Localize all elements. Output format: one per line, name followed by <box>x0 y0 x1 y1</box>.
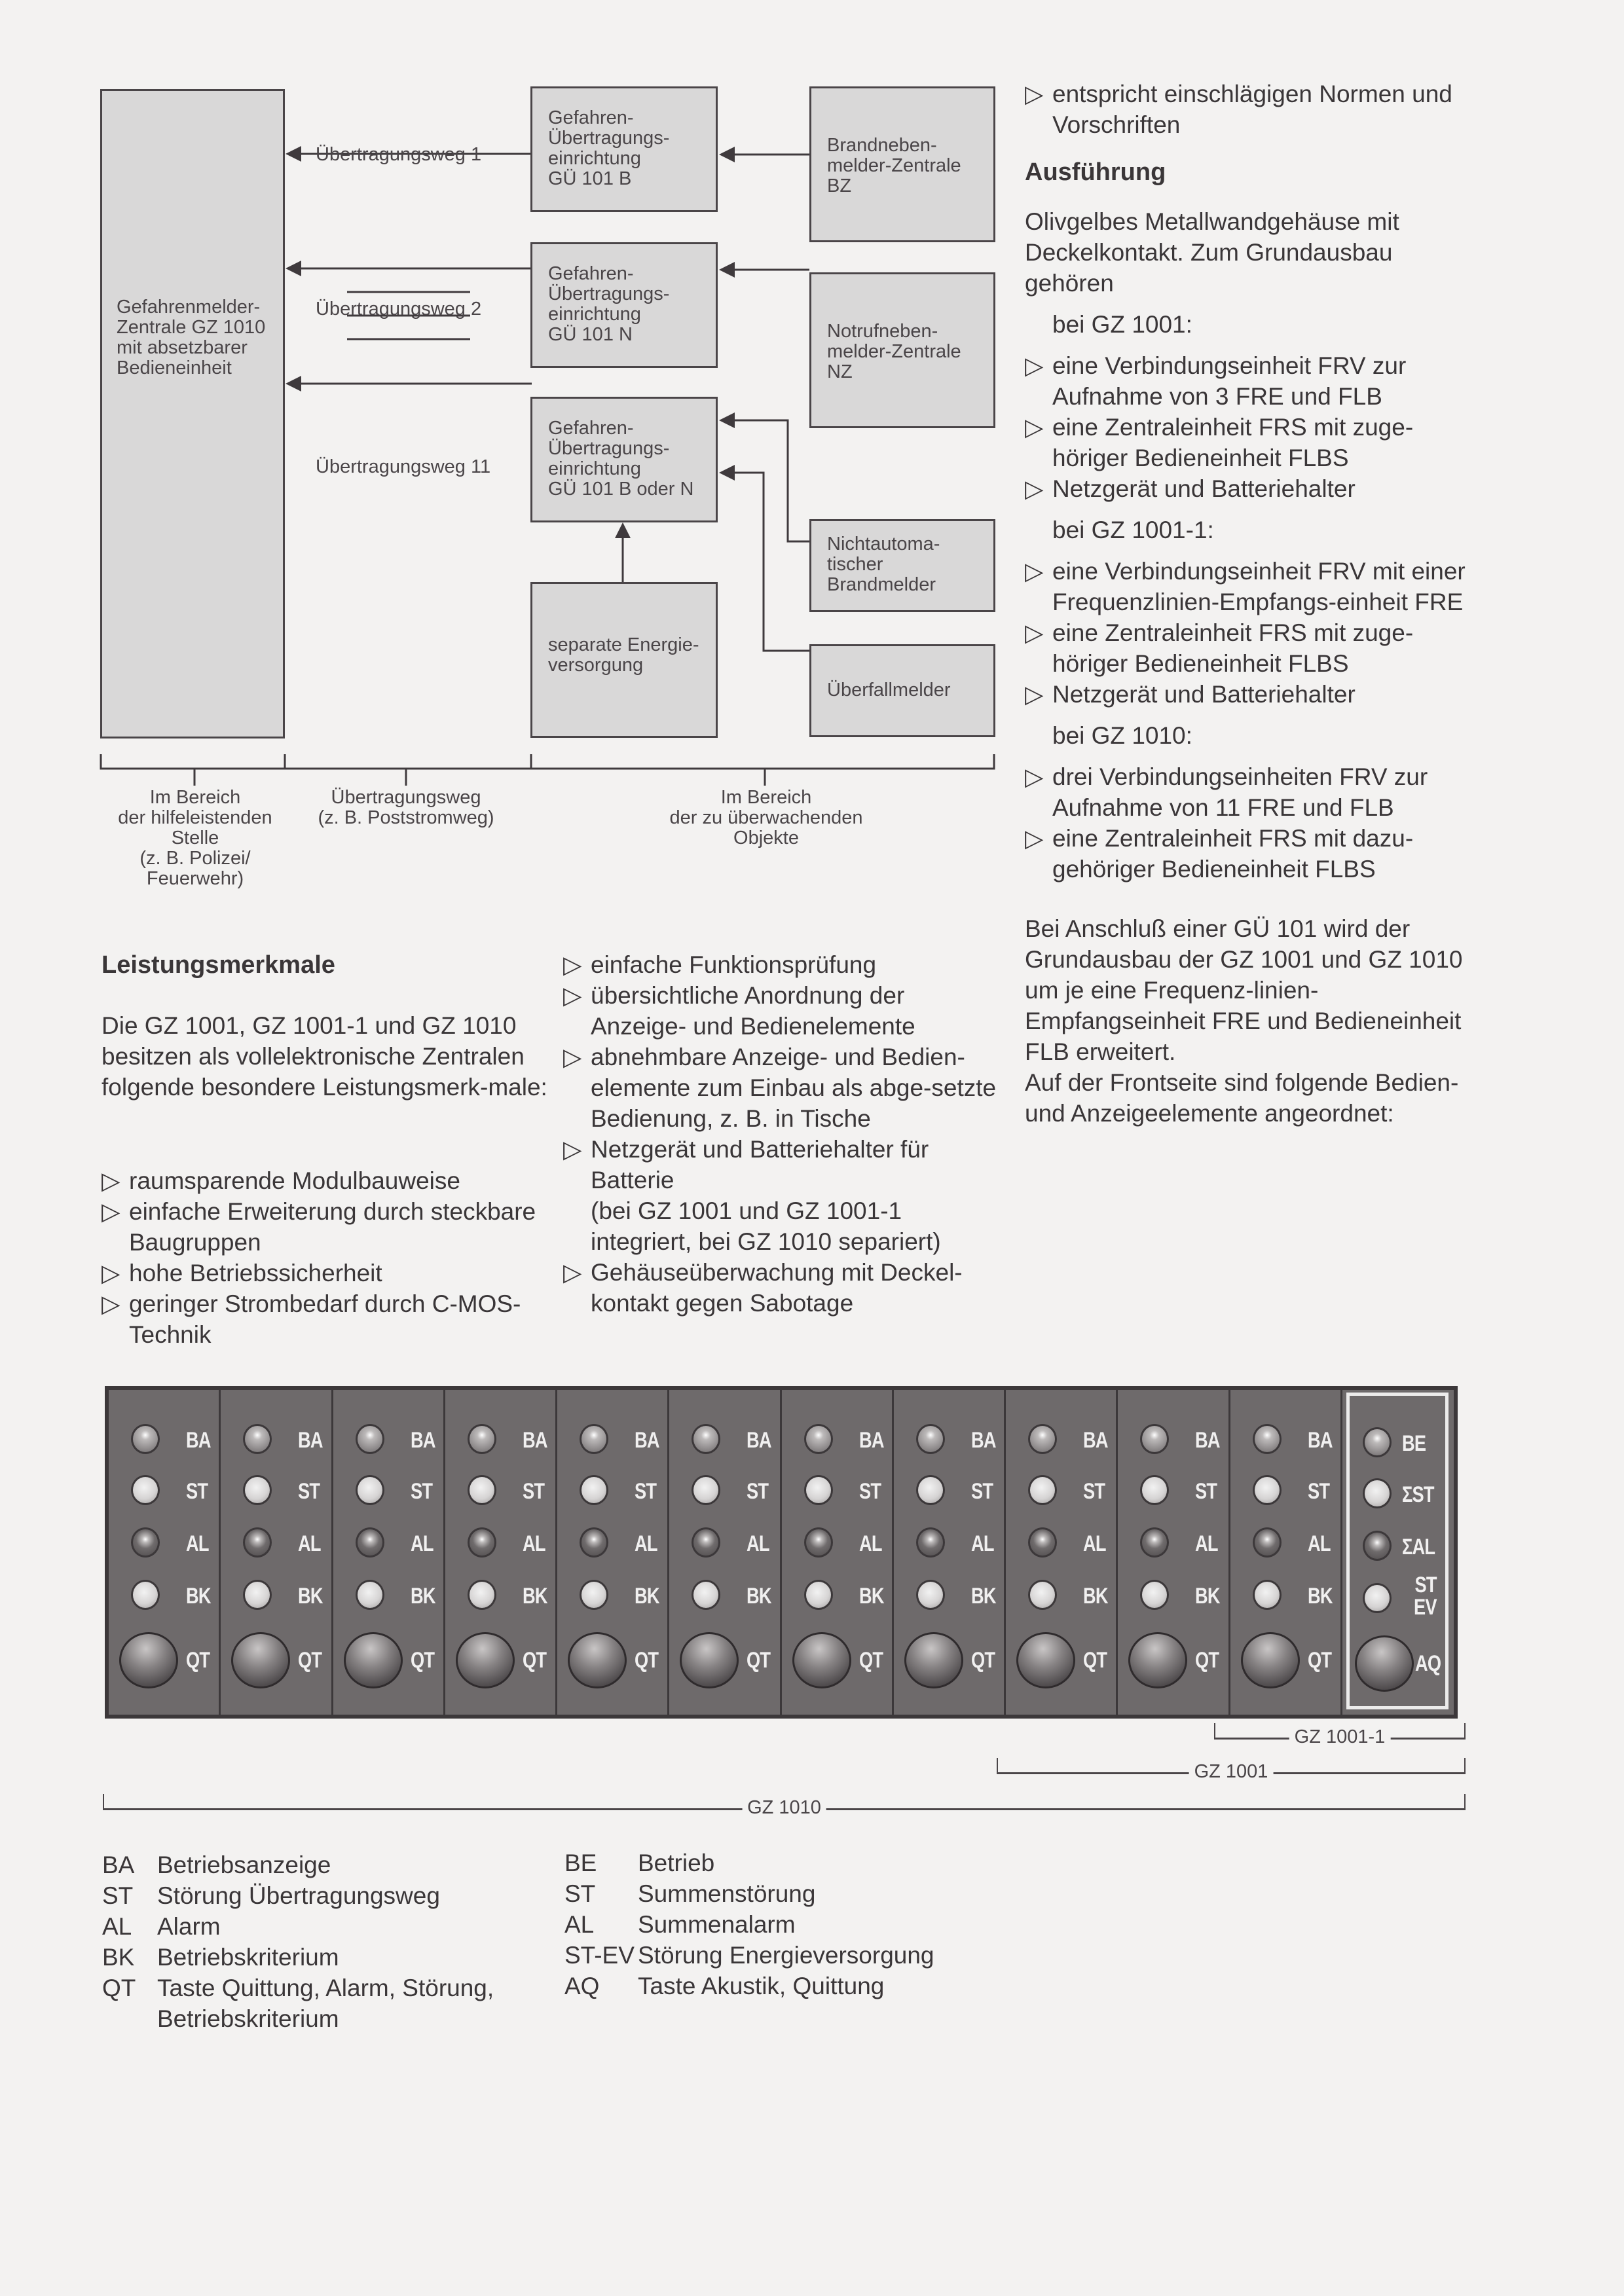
indicator-led-ba <box>131 1424 160 1454</box>
legend-code: ST-EV <box>564 1942 635 1969</box>
system-code-label: AQ <box>1415 1651 1441 1676</box>
gu-box-1 <box>530 86 718 212</box>
brandmelder-box <box>809 519 995 612</box>
code-label: ST <box>298 1479 320 1504</box>
leistung-bullets-left <box>101 1165 560 1350</box>
triangle-bullet-icon: ▷ <box>1025 475 1044 502</box>
legend-code: BE <box>564 1850 597 1876</box>
code-label: BA <box>1083 1428 1108 1453</box>
ausfuehrung-intro: Olivgelbes Metallwandgehäuse mit Deckelkontakt. Zum Grundausbau gehören <box>1025 208 1399 297</box>
code-label: ST <box>1307 1479 1329 1504</box>
bullet-item: ▷ Netzgerät und Batteriehalter <box>1025 473 1470 504</box>
bullet-item: ▷ drei Verbindungseinheiten FRV zur Aufnahme von 11 FRE und FLB <box>1025 761 1470 823</box>
legend-row <box>102 1911 494 1942</box>
code-label: BA <box>635 1428 659 1453</box>
group-label-gz1001: bei GZ 1001: <box>1052 311 1192 338</box>
code-label: AL <box>635 1531 657 1556</box>
gu-label: Gefahren- Übertragungs- einrichtung GÜ 101 B oder N <box>548 418 694 500</box>
code-label: ST <box>747 1479 769 1504</box>
code-label: BK <box>635 1584 659 1609</box>
system-code-label: ΣST <box>1402 1482 1434 1507</box>
line-module <box>221 1390 333 1715</box>
indicator-led-bk <box>1140 1580 1169 1610</box>
code-label: BA <box>747 1428 772 1453</box>
code-label: QT <box>1307 1648 1331 1673</box>
legend-code: BK <box>102 1944 135 1971</box>
bullet-item: ▷ eine Zentraleinheit FRS mit zuge-höriger Bedieneinheit FLBS <box>1025 412 1470 473</box>
arrow-left-icon <box>719 412 735 428</box>
code-label: QT <box>522 1648 546 1673</box>
energy-box <box>530 582 718 738</box>
code-label: BK <box>1307 1584 1333 1609</box>
code-label: ST <box>858 1479 881 1504</box>
zone-label-objects: Im Bereich der zu überwachenden Objekte <box>669 787 863 848</box>
bullet-item: ▷ entspricht einschlägigen Normen und Vorschriften <box>1025 79 1470 140</box>
source-label: Notrufneben- melder-Zentrale NZ <box>827 321 961 382</box>
legend-row <box>102 1850 494 1880</box>
legend-text: Störung Energieversorgung <box>638 1942 934 1969</box>
notruf-box <box>809 272 995 428</box>
code-label: AL <box>186 1531 209 1556</box>
line-module <box>109 1390 221 1715</box>
triangle-bullet-icon: ▷ <box>101 1290 120 1317</box>
indicator-led-bk <box>131 1580 160 1610</box>
indicator-led-bk <box>468 1580 496 1610</box>
code-label: BK <box>1195 1584 1221 1609</box>
source-label: Überfallmelder <box>827 680 951 701</box>
legend-left <box>102 1850 494 2034</box>
acknowledge-button[interactable] <box>904 1632 963 1688</box>
range-gz1001-1: GZ 1001-1 <box>1214 1723 1466 1740</box>
indicator-led-al <box>243 1527 272 1558</box>
path-label-11: Übertragungsweg 11 <box>316 456 491 477</box>
system-indicator-led <box>1363 1531 1392 1561</box>
bullet-item: ▷ einfache Funktionsprüfung <box>563 949 1002 980</box>
line-module <box>782 1390 894 1715</box>
acknowledge-button[interactable] <box>119 1632 178 1688</box>
indicator-led-al <box>692 1527 720 1558</box>
code-label: AL <box>298 1531 321 1556</box>
triangle-bullet-icon: ▷ <box>1025 763 1044 790</box>
bullet-item: ▷ hohe Betriebssicherheit <box>101 1258 560 1288</box>
code-label: QT <box>635 1648 659 1673</box>
legend-text: Summenalarm <box>638 1911 796 1938</box>
acknowledge-button[interactable] <box>344 1632 403 1688</box>
legend-code: QT <box>102 1975 136 2001</box>
indicator-led-ba <box>356 1424 384 1454</box>
system-indicator-led <box>1363 1583 1392 1613</box>
arrow-left-icon <box>719 262 735 278</box>
acknowledge-button[interactable] <box>792 1632 851 1688</box>
ausfuehrung-heading: Ausführung <box>1025 158 1166 186</box>
indicator-led-bk <box>1253 1580 1282 1610</box>
indicator-led-st <box>1140 1475 1169 1505</box>
acknowledge-button[interactable] <box>568 1632 627 1688</box>
code-label: AL <box>858 1531 882 1556</box>
source-label: Nichtautoma- tischer Brandmelder <box>827 534 940 595</box>
code-label: BK <box>186 1584 211 1609</box>
code-label: ST <box>186 1479 208 1504</box>
bullet-item: ▷ raumsparende Modulbauweise <box>101 1165 560 1196</box>
indicator-led-ba <box>916 1424 945 1454</box>
gu-label: Gefahren- Übertragungs- einrichtung GÜ 101 B <box>548 107 670 189</box>
legend-code: AQ <box>564 1973 600 1999</box>
line-module <box>333 1390 445 1715</box>
arrow-left-icon <box>286 146 301 162</box>
system-code-label: ST EV <box>1414 1573 1437 1620</box>
bullet-item: ▷ eine Verbindungseinheit FRV zur Aufnahme von 3 FRE und FLB <box>1025 350 1470 412</box>
indicator-led-al <box>356 1527 384 1558</box>
indicator-led-ba <box>243 1424 272 1454</box>
legend-row <box>564 1971 934 2001</box>
code-label: AL <box>522 1531 545 1556</box>
triangle-bullet-icon: ▷ <box>1025 352 1044 379</box>
legend-row <box>564 1909 934 1940</box>
legend-row <box>564 1940 934 1971</box>
line-module <box>1230 1390 1342 1715</box>
gu-box-11 <box>530 397 718 522</box>
indicator-led-st <box>1028 1475 1057 1505</box>
legend-row <box>102 1973 494 2034</box>
acoustic-ack-button[interactable] <box>1355 1635 1414 1692</box>
indicator-led-st <box>804 1475 833 1505</box>
indicator-led-al <box>804 1527 833 1558</box>
indicator-led-st <box>1253 1475 1282 1505</box>
line-module <box>669 1390 781 1715</box>
legend-row <box>564 1878 934 1909</box>
indicator-led-bk <box>804 1580 833 1610</box>
legend-text: Betrieb <box>638 1850 715 1876</box>
code-label: BK <box>970 1584 996 1609</box>
bullet-item: ▷ eine Zentraleinheit FRS mit dazu-gehöriger Bedieneinheit FLBS <box>1025 823 1470 884</box>
zone-label-helper: Im Bereich der hilfeleistenden Stelle (z. B. Polizei/ Feuerwehr) <box>118 787 272 889</box>
code-label: QT <box>1083 1648 1107 1673</box>
energy-label: separate Energie- versorgung <box>548 634 699 676</box>
arrow-left-icon <box>719 147 735 162</box>
system-code-label: BE <box>1402 1431 1426 1456</box>
triangle-bullet-icon: ▷ <box>1025 558 1044 585</box>
gu-label: Gefahren- Übertragungs- einrichtung GÜ 101 N <box>548 263 670 345</box>
line-module <box>445 1390 557 1715</box>
legend-row <box>102 1880 494 1911</box>
central-unit-box <box>100 89 285 738</box>
code-label: BA <box>410 1428 435 1453</box>
code-label: AL <box>970 1531 994 1556</box>
indicator-led-bk <box>243 1580 272 1610</box>
bullet-item: ▷ eine Zentraleinheit FRS mit zuge-höriger Bedieneinheit FLBS <box>1025 617 1470 679</box>
legend-row <box>564 1848 934 1878</box>
legend-code: AL <box>564 1911 595 1938</box>
legend-code: BA <box>102 1851 135 1878</box>
code-label: AL <box>1307 1531 1331 1556</box>
indicator-led-bk <box>580 1580 608 1610</box>
indicator-led-bk <box>356 1580 384 1610</box>
code-label: BA <box>298 1428 323 1453</box>
triangle-bullet-icon: ▷ <box>563 1136 582 1163</box>
leistung-bullets-mid <box>563 949 1002 1319</box>
code-label: QT <box>186 1648 210 1673</box>
right-column <box>1025 79 1470 1129</box>
code-label: BA <box>858 1428 884 1453</box>
triangle-bullet-icon: ▷ <box>563 982 582 1009</box>
legend-text: Alarm <box>157 1913 221 1940</box>
bullet-item: ▷ Netzgerät und Batteriehalter für Batterie (bei GZ 1001 und GZ 1001-1 integriert, bei GZ 1010 separiert) <box>563 1134 1002 1257</box>
path-label-1: Übertragungsweg 1 <box>316 144 482 165</box>
triangle-bullet-icon: ▷ <box>1025 81 1044 107</box>
ueberfall-box <box>809 644 995 737</box>
indicator-led-al <box>1140 1527 1169 1558</box>
code-label: QT <box>410 1648 434 1673</box>
system-module <box>1346 1393 1449 1709</box>
code-label: ST <box>522 1479 544 1504</box>
indicator-led-st <box>356 1475 384 1505</box>
code-label: QT <box>298 1648 322 1673</box>
triangle-bullet-icon: ▷ <box>101 1167 120 1194</box>
acknowledge-button[interactable] <box>1016 1632 1075 1688</box>
code-label: QT <box>747 1648 771 1673</box>
indicator-led-st <box>243 1475 272 1505</box>
code-label: AL <box>1195 1531 1219 1556</box>
leistung-heading: Leistungsmerkmale <box>101 951 335 979</box>
range-gz1010: GZ 1010 <box>103 1794 1466 1810</box>
indicator-led-ba <box>804 1424 833 1454</box>
group-label-gz1010: bei GZ 1010: <box>1052 722 1192 749</box>
indicator-led-bk <box>692 1580 720 1610</box>
acknowledge-button[interactable] <box>1241 1632 1300 1688</box>
code-label: QT <box>970 1648 995 1673</box>
code-label: ST <box>970 1479 993 1504</box>
acknowledge-button[interactable] <box>456 1632 515 1688</box>
indicator-led-al <box>1253 1527 1282 1558</box>
legend-right <box>564 1848 934 2001</box>
legend-code: AL <box>102 1913 132 1940</box>
indicator-led-st <box>468 1475 496 1505</box>
bullet-item: ▷ abnehmbare Anzeige- und Bedien-elemente zum Einbau als abge-setzte Bedienung, z. B. in Tische <box>563 1042 1002 1134</box>
code-label: AL <box>1083 1531 1106 1556</box>
indicator-led-al <box>131 1527 160 1558</box>
triangle-bullet-icon: ▷ <box>1025 619 1044 646</box>
legend-code: ST <box>564 1880 596 1907</box>
triangle-bullet-icon: ▷ <box>563 951 582 978</box>
legend-text: Summenstörung <box>638 1880 816 1907</box>
triangle-bullet-icon: ▷ <box>1025 681 1044 708</box>
code-label: AL <box>747 1531 770 1556</box>
leistung-intro-text: Die GZ 1001, GZ 1001-1 und GZ 1010 besitzen als vollelektronische Zentralen folgende besondere Leistungsmerk-male: <box>101 1012 547 1101</box>
system-indicator-led <box>1363 1427 1392 1457</box>
indicator-led-bk <box>916 1580 945 1610</box>
code-label: BK <box>522 1584 547 1609</box>
brandneben-box <box>809 86 995 242</box>
triangle-bullet-icon: ▷ <box>563 1044 582 1070</box>
closing-paragraph: Bei Anschluß einer GÜ 101 wird der Grundausbau der GZ 1001 und GZ 1010 um je eine Frequenz-linien-Empfangseinheit FRE und Bedieneinheit FLB erweitert. Auf der Frontseite sind folgende Bedien- und Anzeigeelemente angeordnet: <box>1025 915 1463 1127</box>
indicator-led-st <box>692 1475 720 1505</box>
acknowledge-button[interactable] <box>680 1632 739 1688</box>
line-module <box>1006 1390 1118 1715</box>
central-unit-label: Gefahrenmelder- Zentrale GZ 1010 mit absetzbarer Bedieneinheit <box>117 297 266 378</box>
range-gz1001: GZ 1001 <box>997 1758 1466 1774</box>
code-label: ST <box>1083 1479 1105 1504</box>
path-label-2: Übertragungsweg 2 <box>316 299 482 319</box>
system-code-label: ΣAL <box>1402 1535 1435 1559</box>
triangle-bullet-icon: ▷ <box>1025 825 1044 852</box>
indicator-led-al <box>1028 1527 1057 1558</box>
bullet-item: ▷ Gehäuseüberwachung mit Deckel-kontakt gegen Sabotage <box>563 1257 1002 1319</box>
code-label: BA <box>522 1428 547 1453</box>
legend-text: Taste Akustik, Quittung <box>638 1973 885 1999</box>
arrow-left-icon <box>286 376 301 392</box>
indicator-led-ba <box>468 1424 496 1454</box>
bullet-item: ▷ einfache Erweiterung durch steckbare Baugruppen <box>101 1196 560 1258</box>
triangle-bullet-icon: ▷ <box>1025 414 1044 441</box>
code-label: BA <box>186 1428 211 1453</box>
arrow-up-icon <box>615 522 631 538</box>
bullet-item: ▷ eine Verbindungseinheit FRV mit einer Frequenzlinien-Empfangs-einheit FRE <box>1025 556 1470 617</box>
indicator-led-st <box>131 1475 160 1505</box>
code-label: BA <box>970 1428 996 1453</box>
indicator-led-ba <box>1028 1424 1057 1454</box>
legend-text: Störung Übertragungsweg <box>157 1882 440 1909</box>
code-label: BK <box>1083 1584 1108 1609</box>
system-indicator-led <box>1363 1478 1392 1508</box>
legend-row <box>102 1942 494 1973</box>
code-label: BK <box>747 1584 772 1609</box>
indicator-led-st <box>580 1475 608 1505</box>
code-label: AL <box>410 1531 434 1556</box>
code-label: ST <box>635 1479 657 1504</box>
bullet-item: ▷ geringer Strombedarf durch C-MOS-Technik <box>101 1288 560 1350</box>
zone-label-path: Übertragungsweg (z. B. Poststromweg) <box>318 787 494 828</box>
legend-text: Taste Quittung, Alarm, Störung, Betriebskriterium <box>157 1975 494 2032</box>
code-label: ST <box>1195 1479 1217 1504</box>
code-label: BK <box>298 1584 323 1609</box>
indicator-led-ba <box>580 1424 608 1454</box>
arrow-left-icon <box>286 261 301 276</box>
code-label: QT <box>858 1648 883 1673</box>
gu-box-2 <box>530 242 718 368</box>
code-label: QT <box>1195 1648 1219 1673</box>
source-label: Brandneben- melder-Zentrale BZ <box>827 135 961 196</box>
indicator-led-ba <box>1253 1424 1282 1454</box>
indicator-led-ba <box>1140 1424 1169 1454</box>
acknowledge-button[interactable] <box>231 1632 290 1688</box>
indicator-led-al <box>916 1527 945 1558</box>
bullet-item: ▷ Netzgerät und Batteriehalter <box>1025 679 1470 710</box>
code-label: BK <box>858 1584 884 1609</box>
triangle-bullet-icon: ▷ <box>101 1198 120 1225</box>
line-module <box>1118 1390 1230 1715</box>
group-label-gz1001-1: bei GZ 1001-1: <box>1052 517 1214 543</box>
indicator-led-st <box>916 1475 945 1505</box>
bullet-item: ▷ übersichtliche Anordnung der Anzeige- und Bedienelemente <box>563 980 1002 1042</box>
code-label: ST <box>410 1479 432 1504</box>
code-label: BA <box>1307 1428 1333 1453</box>
leistung-intro <box>101 1010 560 1102</box>
control-panel <box>105 1386 1458 1719</box>
legend-text: Betriebsanzeige <box>157 1851 331 1878</box>
triangle-bullet-icon: ▷ <box>101 1260 120 1286</box>
indicator-led-al <box>468 1527 496 1558</box>
legend-code: ST <box>102 1882 134 1909</box>
triangle-bullet-icon: ▷ <box>563 1259 582 1286</box>
code-label: BA <box>1195 1428 1221 1453</box>
line-module <box>894 1390 1006 1715</box>
code-label: BK <box>410 1584 435 1609</box>
indicator-led-al <box>580 1527 608 1558</box>
indicator-led-bk <box>1028 1580 1057 1610</box>
acknowledge-button[interactable] <box>1128 1632 1187 1688</box>
line-module <box>557 1390 669 1715</box>
legend-text: Betriebskriterium <box>157 1944 339 1971</box>
arrow-left-icon <box>719 465 735 481</box>
indicator-led-ba <box>692 1424 720 1454</box>
